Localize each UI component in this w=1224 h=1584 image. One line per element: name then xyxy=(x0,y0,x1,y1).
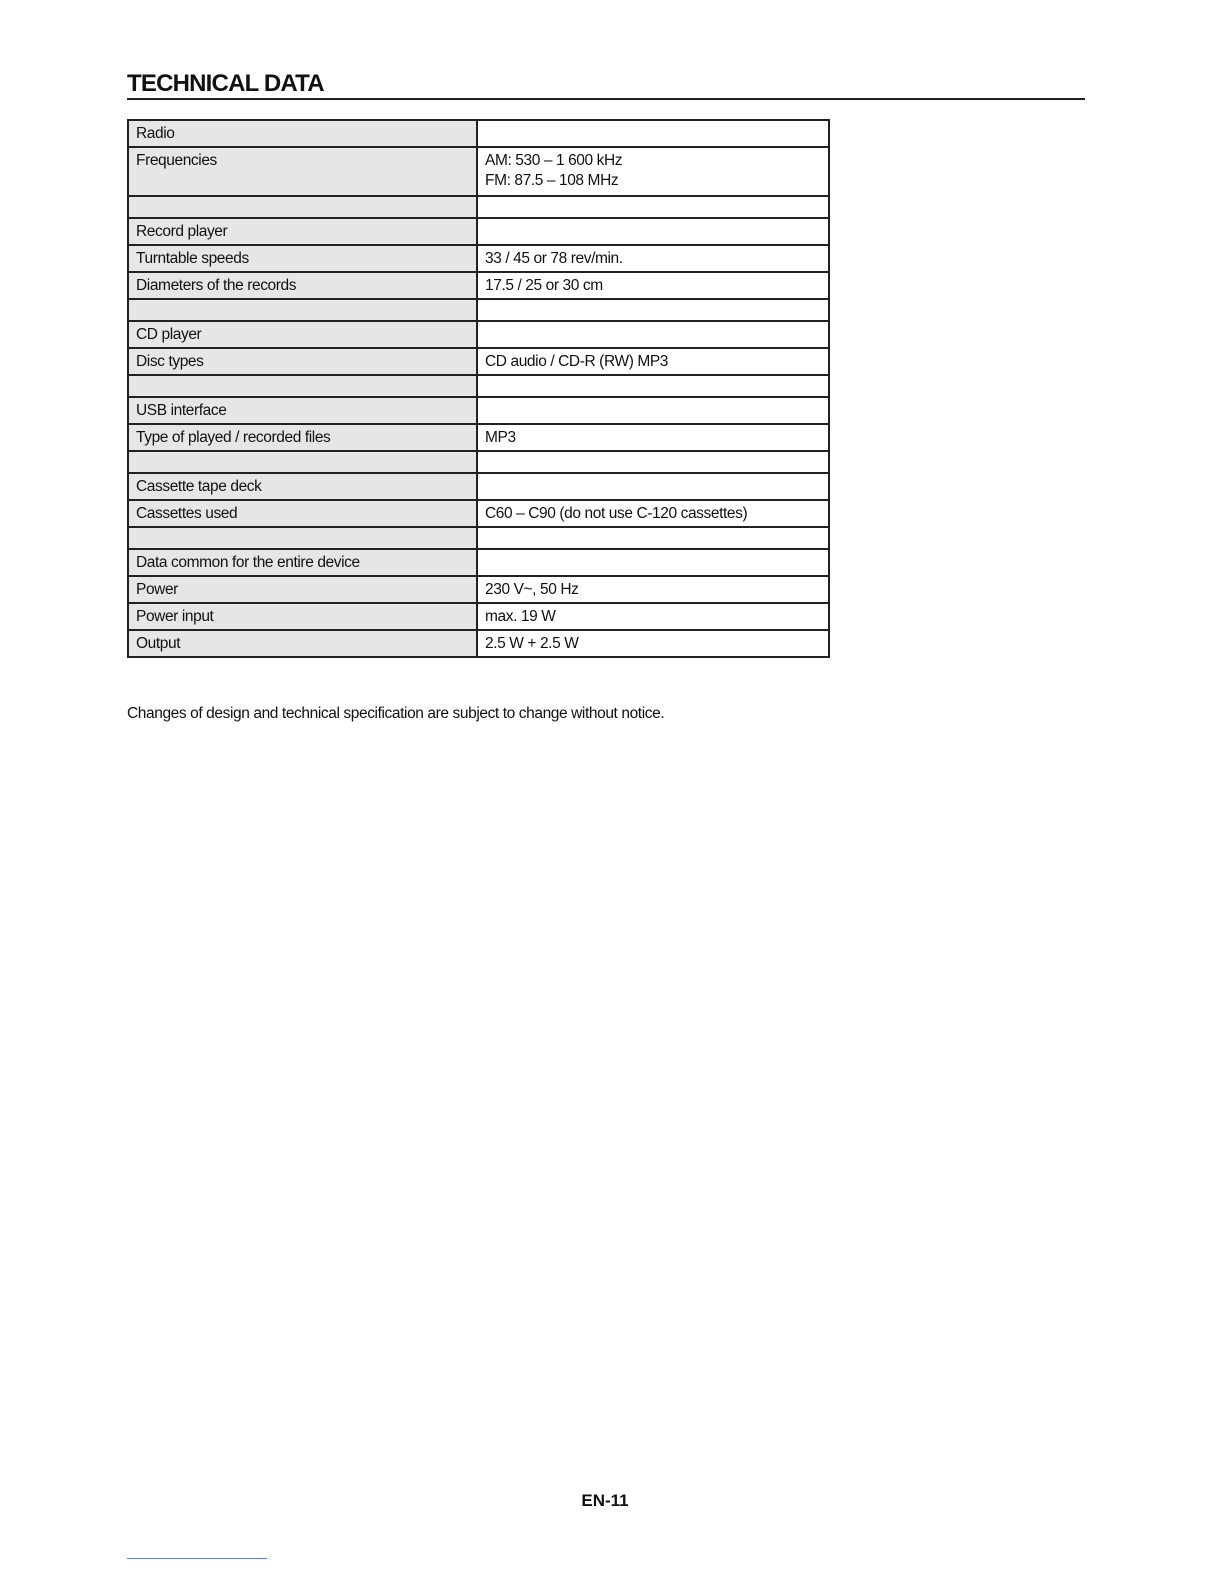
spec-value-cell xyxy=(477,397,829,424)
spec-value: 17.5 / 25 or 30 cm xyxy=(485,277,603,294)
spec-value: max. 19 W xyxy=(485,608,556,625)
spec-value-cell xyxy=(477,147,829,196)
spec-label-cell: Type of played / recorded files xyxy=(128,424,477,451)
spec-value-cell xyxy=(477,196,829,218)
spec-value-cell xyxy=(477,348,829,375)
table-row xyxy=(128,147,829,196)
spec-label-cell: Frequencies xyxy=(128,147,477,196)
spec-value-cell xyxy=(477,451,829,473)
table-row xyxy=(128,245,829,272)
table-row xyxy=(128,576,829,603)
spec-label-cell: Disc types xyxy=(128,348,477,375)
spec-value-cell xyxy=(477,424,829,451)
spec-value-cell xyxy=(477,473,829,500)
table-row xyxy=(128,527,829,549)
spec-label-cell: USB interface xyxy=(128,397,477,424)
table-row xyxy=(128,120,829,147)
table-row xyxy=(128,397,829,424)
spec-value-cell xyxy=(477,120,829,147)
title-underline xyxy=(127,70,1085,100)
footer-rule xyxy=(127,1558,267,1559)
spec-label-cell xyxy=(128,299,477,321)
table-row xyxy=(128,603,829,630)
spec-label-cell: CD player xyxy=(128,321,477,348)
spec-value-cell xyxy=(477,630,829,657)
spec-value-cell xyxy=(477,375,829,397)
spec-value: FM: 87.5 – 108 MHz xyxy=(485,172,619,189)
specification-change-note: Changes of design and technical specification are subject to change without notice. xyxy=(127,705,665,722)
spec-label-cell: Power xyxy=(128,576,477,603)
spec-value-cell xyxy=(477,603,829,630)
spec-label-cell: Power input xyxy=(128,603,477,630)
spec-value-cell xyxy=(477,245,829,272)
spec-label-cell xyxy=(128,375,477,397)
table-row xyxy=(128,549,829,576)
table-row xyxy=(128,473,829,500)
table-row xyxy=(128,299,829,321)
spec-label-cell: Cassettes used xyxy=(128,500,477,527)
spec-value-cell xyxy=(477,299,829,321)
spec-value-cell xyxy=(477,500,829,527)
spec-value: 2.5 W + 2.5 W xyxy=(485,635,579,652)
table-body xyxy=(128,120,829,657)
spec-value: C60 – C90 (do not use C-120 cassettes) xyxy=(485,505,748,522)
spec-value-cell xyxy=(477,321,829,348)
spec-value: 33 / 45 or 78 rev/min. xyxy=(485,250,623,267)
spec-value: MP3 xyxy=(485,429,516,446)
spec-value-cell xyxy=(477,272,829,299)
spec-label-cell: Data common for the entire device xyxy=(128,549,477,576)
spec-label-cell: Record player xyxy=(128,218,477,245)
spec-value: AM: 530 – 1 600 kHz xyxy=(485,152,623,169)
table-row xyxy=(128,196,829,218)
spec-label-cell xyxy=(128,527,477,549)
technical-data-table xyxy=(127,119,830,658)
spec-label-cell xyxy=(128,196,477,218)
spec-value-cell xyxy=(477,527,829,549)
spec-value-cell xyxy=(477,576,829,603)
spec-label-cell: Diameters of the records xyxy=(128,272,477,299)
spec-value: 230 V~, 50 Hz xyxy=(485,581,579,598)
spec-value: CD audio / CD-R (RW) MP3 xyxy=(485,353,669,370)
table-row xyxy=(128,321,829,348)
table-row xyxy=(128,451,829,473)
spec-label-cell: Turntable speeds xyxy=(128,245,477,272)
spec-label-cell: Radio xyxy=(128,120,477,147)
spec-label-cell: Output xyxy=(128,630,477,657)
spec-value-cell xyxy=(477,218,829,245)
table-row xyxy=(128,375,829,397)
spec-label-cell xyxy=(128,451,477,473)
table-row xyxy=(128,348,829,375)
page-number: EN-11 xyxy=(581,1491,629,1510)
table-row xyxy=(128,218,829,245)
spec-value-cell xyxy=(477,549,829,576)
spec-label-cell: Cassette tape deck xyxy=(128,473,477,500)
page-title: TECHNICAL DATA xyxy=(127,70,324,97)
table-row xyxy=(128,272,829,299)
table-row xyxy=(128,630,829,657)
table-row xyxy=(128,500,829,527)
table-row xyxy=(128,424,829,451)
